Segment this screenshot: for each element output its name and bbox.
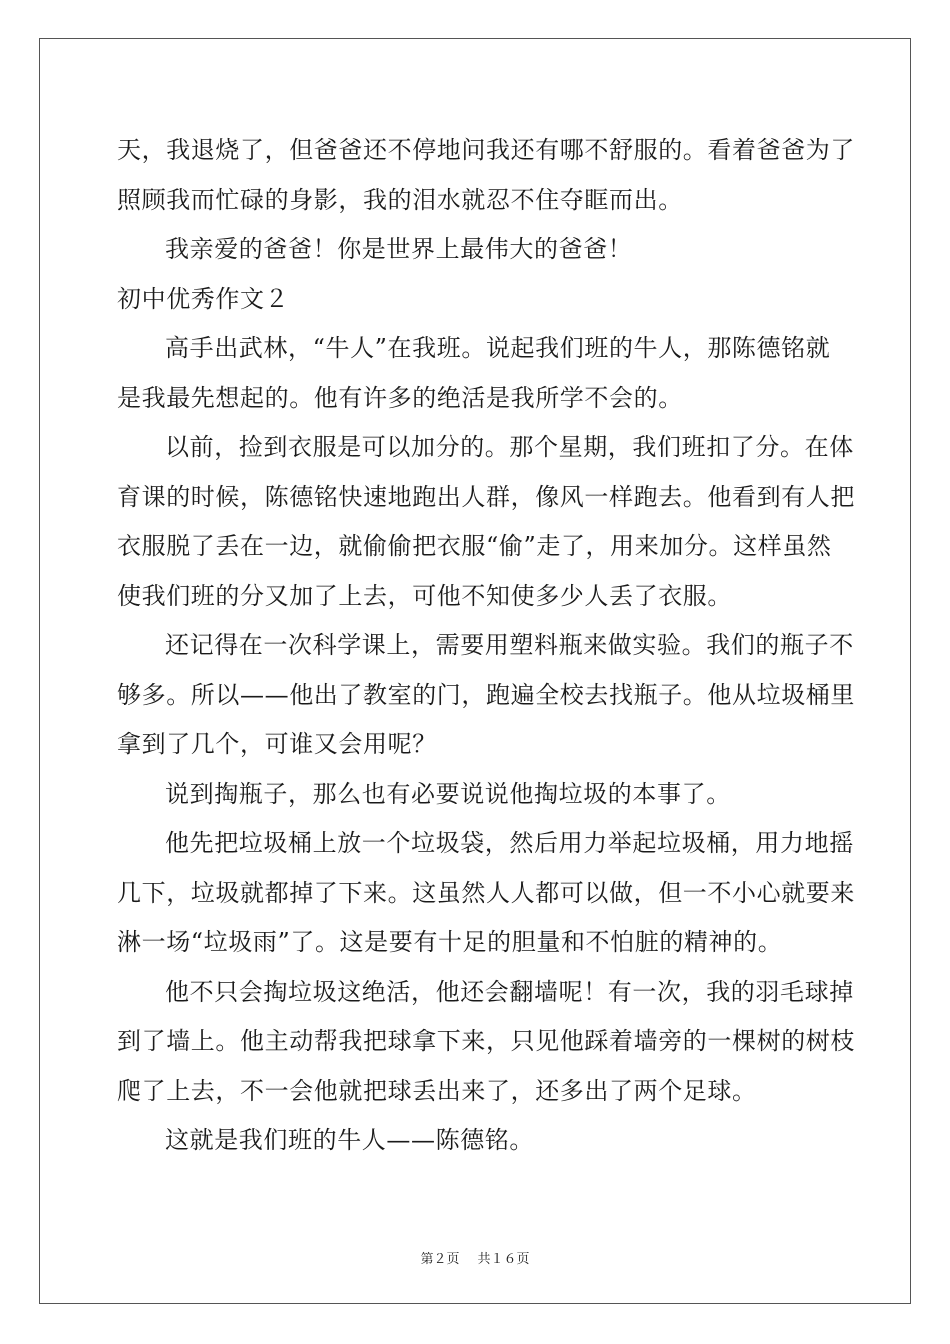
page-footer	[0, 1248, 950, 1267]
page-total: 共１６页	[477, 1252, 530, 1267]
text-line-12: 够多。所以——他出了教室的门，跑遍全校去找瓶子。他从垃圾桶里	[117, 680, 855, 709]
text-line-16: 几下，垃圾就都掉了下来。这虽然人人都可以做，但一不小心就要来	[117, 878, 855, 907]
page-number: 第２页	[420, 1252, 460, 1267]
text-line-13: 拿到了几个，可谁又会用呢？	[117, 730, 437, 758]
text-line-2: 照顾我而忙碌的身影，我的泪水就忍不住夺眶而出。	[117, 185, 683, 214]
text-line-18: 他不只会掏垃圾这绝活，他还会翻墙呢！有一次，我的羽毛球掉	[165, 977, 854, 1006]
text-line-8: 育课的时候，陈德铭快速地跑出人群，像风一样跑去。他看到有人把	[117, 482, 855, 511]
text-line-14: 说到掏瓶子，那么也有必要说说他掏垃圾的本事了。	[165, 779, 731, 808]
text-line-10: 使我们班的分又加了上去，可他不知使多少人丢了衣服。	[117, 581, 732, 610]
text-line-9: 衣服脱了丢在一边，就偷偷把衣服“偷”走了，用来加分。这样虽然	[117, 532, 832, 560]
document-body	[117, 126, 855, 1166]
text-line-1: 天，我退烧了，但爸爸还不停地问我还有哪不舒服的。看着爸爸为了	[117, 136, 855, 164]
text-line-19: 到了墙上。他主动帮我把球拿下来，只见他踩着墙旁的一棵树的树枝	[117, 1027, 855, 1055]
text-line-5: 高手出武林，“牛人”在我班。说起我们班的牛人，那陈德铭就	[165, 334, 831, 362]
text-line-6: 是我最先想起的。他有许多的绝活是我所学不会的。	[117, 383, 683, 412]
text-line-11: 还记得在一次科学课上，需要用塑料瓶来做实验。我们的瓶子不	[165, 631, 854, 659]
text-line-20: 爬了上去，不一会他就把球丢出来了，还多出了两个足球。	[117, 1076, 757, 1105]
text-line-15: 他先把垃圾桶上放一个垃圾袋，然后用力举起垃圾桶，用力地摇	[165, 829, 854, 857]
text-line-7: 以前，捡到衣服是可以加分的。那个星期，我们班扣了分。在体	[165, 433, 854, 461]
text-line-21: 这就是我们班的牛人——陈德铭。	[165, 1126, 534, 1154]
section-heading: 初中优秀作文２	[117, 284, 290, 313]
text-line-17: 淋一场“垃圾雨”了。这是要有十足的胆量和不怕脏的精神的。	[117, 928, 783, 956]
text-line-3: 我亲爱的爸爸！你是世界上最伟大的爸爸！	[165, 235, 633, 263]
